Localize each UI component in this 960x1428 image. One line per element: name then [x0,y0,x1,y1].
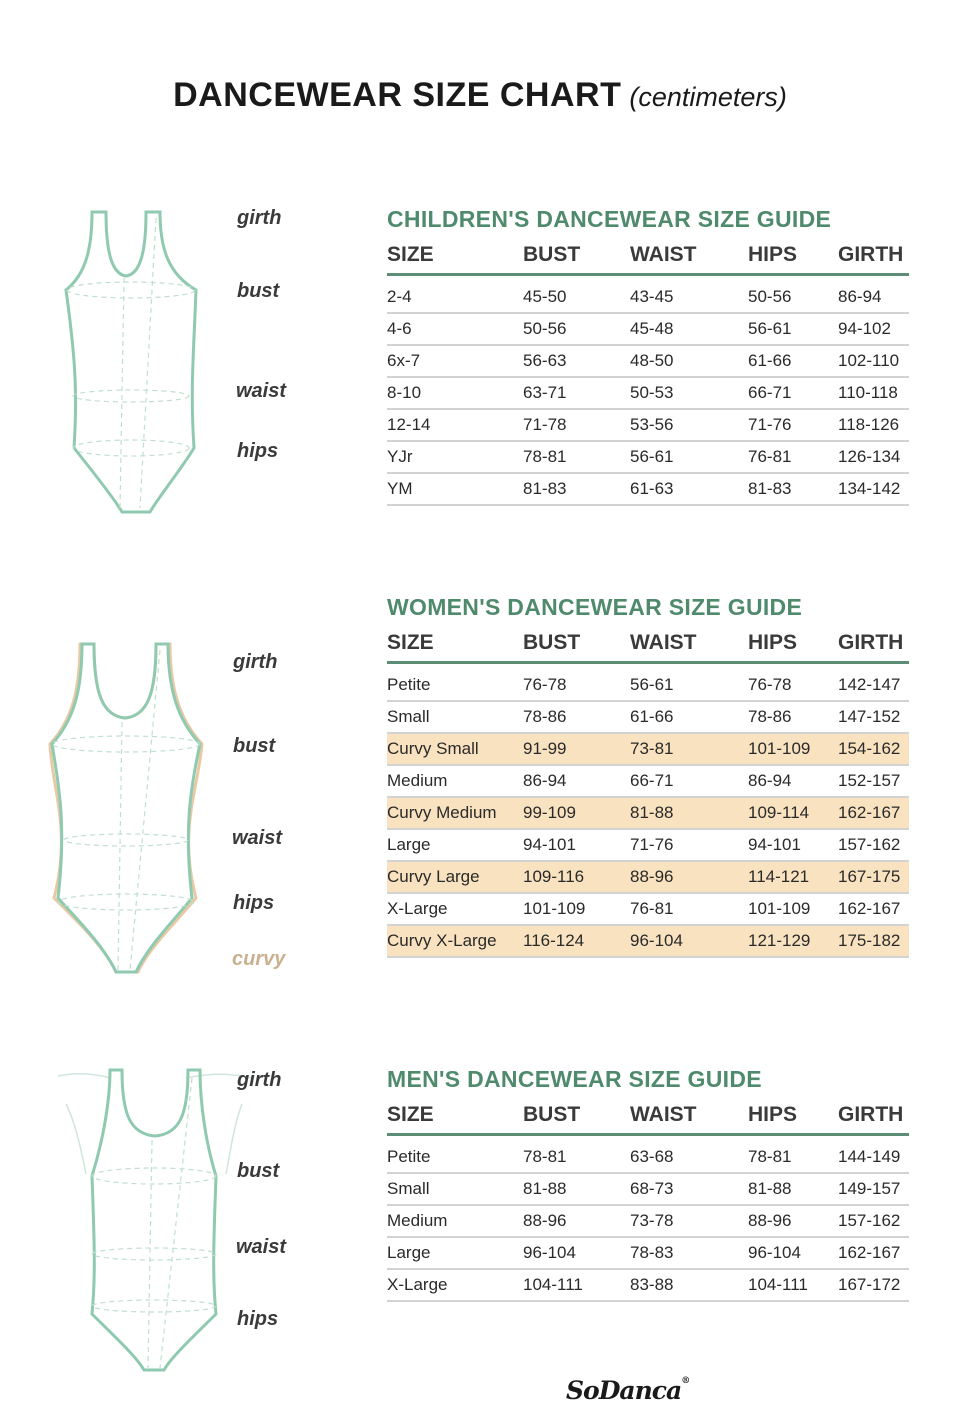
cell-size: 6x-7 [387,345,523,377]
cell-size: Medium [387,765,523,797]
cell-waist: 68-73 [630,1173,748,1205]
cell-hips: 50-56 [748,275,838,314]
women-leotard-illustration [46,640,208,976]
cell-waist: 48-50 [630,345,748,377]
cell-girth: 86-94 [838,275,909,314]
cell-bust: 76-78 [523,663,630,702]
cell-size: Curvy Small [387,733,523,765]
table-row [387,473,909,505]
cell-hips: 96-104 [748,1237,838,1269]
cell-bust: 104-111 [523,1269,630,1301]
women-waist-line [64,834,188,846]
table-row [387,275,909,314]
men-label-girth: girth [237,1069,282,1091]
women-label-hips: hips [233,892,275,914]
col-bust: BUST [523,621,630,663]
women-leotard-figure [46,640,208,976]
cell-waist: 76-81 [630,893,748,925]
cell-hips: 76-78 [748,663,838,702]
table-header-row [387,621,909,663]
men-leotard-outline [92,1070,216,1370]
children-table-body [387,275,909,506]
women-bust-line [52,736,200,752]
cell-waist: 61-63 [630,473,748,505]
cell-bust: 86-94 [523,765,630,797]
col-hips: HIPS [748,1093,838,1135]
cell-size: 8-10 [387,377,523,409]
cell-hips: 66-71 [748,377,838,409]
cell-girth: 152-157 [838,765,909,797]
cell-girth: 142-147 [838,663,909,702]
cell-hips: 76-81 [748,441,838,473]
cell-girth: 134-142 [838,473,909,505]
table-row [387,861,909,893]
table-row [387,925,909,957]
children-girth-line [140,218,156,508]
men-label-hips: hips [237,1308,279,1330]
cell-hips: 71-76 [748,409,838,441]
cell-bust: 71-78 [523,409,630,441]
cell-hips: 81-83 [748,473,838,505]
cell-waist: 43-45 [630,275,748,314]
table-row [387,409,909,441]
table-row [387,1205,909,1237]
cell-bust: 50-56 [523,313,630,345]
cell-bust: 109-116 [523,861,630,893]
col-waist: WAIST [630,1093,748,1135]
children-leotard-illustration [60,208,210,518]
children-guide-title: CHILDREN'S DANCEWEAR SIZE GUIDE [387,206,832,232]
col-bust: BUST [523,233,630,275]
cell-waist: 66-71 [630,765,748,797]
cell-size: 12-14 [387,409,523,441]
men-label-bust: bust [237,1160,280,1182]
cell-girth: 167-172 [838,1269,909,1301]
men-table-body [387,1135,909,1302]
men-waist-line [92,1248,216,1260]
women-label-waist: waist [232,827,283,849]
cell-size: 4-6 [387,313,523,345]
table-header-row [387,1093,909,1135]
cell-girth: 162-167 [838,797,909,829]
men-leotard-figure [56,1064,256,1374]
cell-hips: 56-61 [748,313,838,345]
cell-bust: 99-109 [523,797,630,829]
cell-girth: 147-152 [838,701,909,733]
cell-bust: 91-99 [523,733,630,765]
col-hips: HIPS [748,621,838,663]
cell-bust: 45-50 [523,275,630,314]
cell-hips: 109-114 [748,797,838,829]
cell-girth: 118-126 [838,409,909,441]
logo-trademark: ® [681,1376,690,1386]
cell-girth: 162-167 [838,1237,909,1269]
cell-size: Large [387,829,523,861]
cell-hips: 101-109 [748,733,838,765]
cell-size: Petite [387,1135,523,1174]
table-row [387,377,909,409]
sodanca-logo [566,1376,689,1405]
col-waist: WAIST [630,233,748,275]
cell-size: YJr [387,441,523,473]
women-label-bust: bust [233,735,276,757]
table-row [387,733,909,765]
children-size-table [387,233,909,506]
table-row [387,1237,909,1269]
men-leotard-illustration [56,1064,256,1374]
cell-size: X-Large [387,1269,523,1301]
cell-girth: 126-134 [838,441,909,473]
children-leotard-figure [60,208,210,518]
col-size: SIZE [387,233,523,275]
men-size-guide [387,1066,909,1302]
col-girth: GIRTH [838,621,909,663]
women-hips-line [58,894,194,910]
cell-girth: 175-182 [838,925,909,957]
women-size-table [387,621,909,958]
men-hips-line [92,1300,216,1312]
cell-size: Small [387,701,523,733]
cell-girth: 157-162 [838,829,909,861]
table-row [387,441,909,473]
col-bust: BUST [523,1093,630,1135]
logo-text: SoDanca [566,1376,682,1405]
cell-waist: 81-88 [630,797,748,829]
table-header-row [387,233,909,275]
cell-waist: 73-81 [630,733,748,765]
cell-girth: 162-167 [838,893,909,925]
children-size-guide [387,206,909,506]
women-curvy-outline [50,644,202,972]
cell-bust: 81-88 [523,1173,630,1205]
cell-girth: 110-118 [838,377,909,409]
table-row [387,663,909,702]
cell-size: 2-4 [387,275,523,314]
table-row [387,829,909,861]
men-center-line [148,1140,152,1368]
cell-waist: 73-78 [630,1205,748,1237]
cell-waist: 50-53 [630,377,748,409]
cell-bust: 88-96 [523,1205,630,1237]
women-label-girth: girth [233,651,278,673]
cell-waist: 83-88 [630,1269,748,1301]
col-waist: WAIST [630,621,748,663]
cell-size: Large [387,1237,523,1269]
cell-hips: 101-109 [748,893,838,925]
cell-hips: 94-101 [748,829,838,861]
table-row [387,797,909,829]
cell-waist: 61-66 [630,701,748,733]
chart-title: DANCEWEAR SIZE CHART [173,76,622,114]
cell-waist: 71-76 [630,829,748,861]
cell-waist: 78-83 [630,1237,748,1269]
children-hips-line [73,440,189,456]
men-girth-line [160,1078,192,1368]
men-label-waist: waist [236,1236,287,1258]
cell-waist: 88-96 [630,861,748,893]
children-label-waist: waist [236,380,287,402]
cell-bust: 101-109 [523,893,630,925]
children-waist-line [73,390,189,402]
table-row [387,345,909,377]
children-center-line [120,278,124,508]
cell-girth: 149-157 [838,1173,909,1205]
cell-size: Curvy X-Large [387,925,523,957]
cell-waist: 56-61 [630,441,748,473]
women-guide-title: WOMEN'S DANCEWEAR SIZE GUIDE [387,594,803,620]
table-row [387,1135,909,1174]
cell-girth: 144-149 [838,1135,909,1174]
children-label-bust: bust [237,280,280,302]
table-row [387,313,909,345]
cell-size: YM [387,473,523,505]
col-girth: GIRTH [838,1093,909,1135]
table-row [387,893,909,925]
cell-waist: 45-48 [630,313,748,345]
cell-hips: 78-81 [748,1135,838,1174]
cell-bust: 116-124 [523,925,630,957]
table-row [387,765,909,797]
children-bust-line [67,282,195,298]
cell-size: Curvy Medium [387,797,523,829]
cell-size: Medium [387,1205,523,1237]
cell-bust: 78-81 [523,1135,630,1174]
col-girth: GIRTH [838,233,909,275]
women-size-guide [387,594,909,958]
men-guide-title: MEN'S DANCEWEAR SIZE GUIDE [387,1066,762,1092]
cell-bust: 78-81 [523,441,630,473]
col-size: SIZE [387,621,523,663]
cell-waist: 56-61 [630,663,748,702]
children-label-girth: girth [237,207,282,229]
col-hips: HIPS [748,233,838,275]
table-row [387,1173,909,1205]
cell-hips: 61-66 [748,345,838,377]
cell-girth: 167-175 [838,861,909,893]
men-arm-line [66,1104,242,1174]
cell-bust: 96-104 [523,1237,630,1269]
cell-size: X-Large [387,893,523,925]
cell-size: Curvy Large [387,861,523,893]
cell-hips: 86-94 [748,765,838,797]
women-label-curvy: curvy [232,948,286,970]
table-row [387,1269,909,1301]
women-table-body [387,663,909,958]
cell-waist: 53-56 [630,409,748,441]
cell-girth: 154-162 [838,733,909,765]
women-girth-line [130,650,160,970]
children-label-hips: hips [237,440,279,462]
cell-size: Petite [387,663,523,702]
cell-girth: 94-102 [838,313,909,345]
cell-girth: 102-110 [838,345,909,377]
cell-hips: 78-86 [748,701,838,733]
cell-bust: 63-71 [523,377,630,409]
cell-hips: 81-88 [748,1173,838,1205]
cell-hips: 114-121 [748,861,838,893]
col-size: SIZE [387,1093,523,1135]
children-leotard-outline [66,212,196,512]
cell-waist: 96-104 [630,925,748,957]
cell-girth: 157-162 [838,1205,909,1237]
cell-hips: 88-96 [748,1205,838,1237]
cell-bust: 94-101 [523,829,630,861]
cell-size: Small [387,1173,523,1205]
cell-hips: 104-111 [748,1269,838,1301]
cell-waist: 63-68 [630,1135,748,1174]
cell-bust: 56-63 [523,345,630,377]
cell-bust: 81-83 [523,473,630,505]
men-shoulder-line [58,1074,252,1078]
table-row [387,701,909,733]
cell-bust: 78-86 [523,701,630,733]
men-size-table [387,1093,909,1302]
page-title [0,76,960,115]
chart-subtitle: (centimeters) [629,82,787,112]
cell-hips: 121-129 [748,925,838,957]
men-bust-line [92,1168,216,1184]
